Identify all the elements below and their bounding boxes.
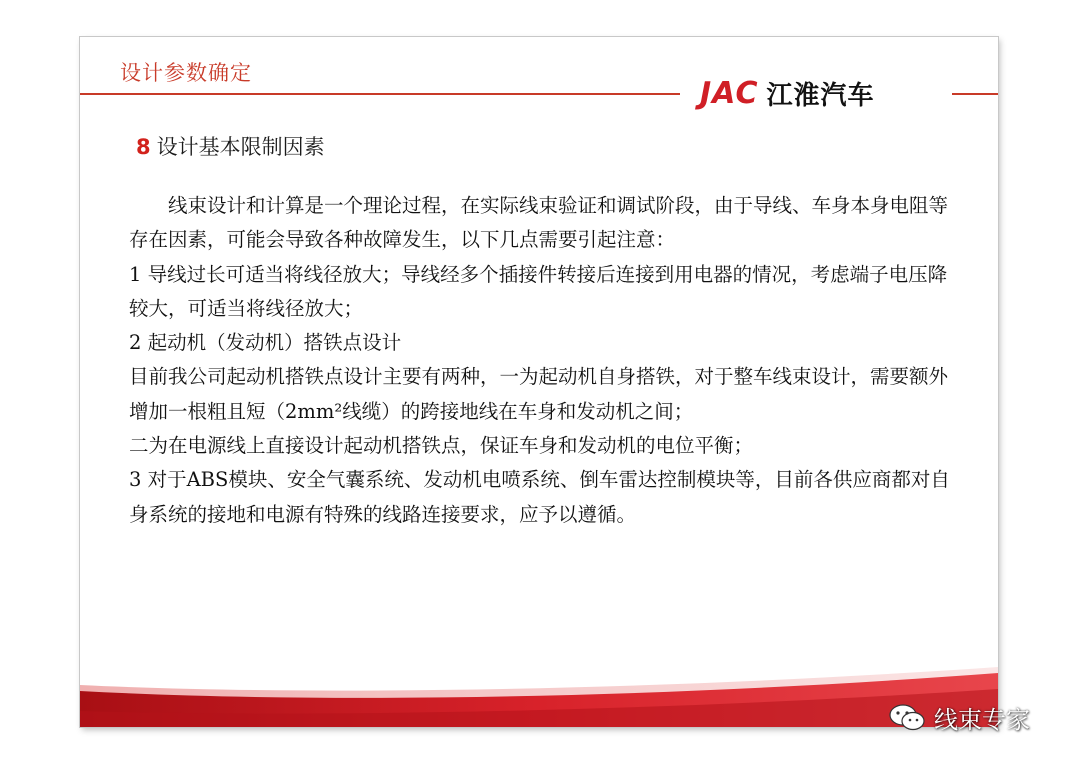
paragraph-item-1: 1 导线过长可适当将线径放大；导线经多个插接件转接后连接到用电器的情况，考虑端子电压降较大，可适当将线径放大； [129, 262, 948, 320]
body-text [129, 189, 959, 532]
section-number: 8 [136, 135, 151, 159]
section-heading [136, 131, 325, 161]
paragraph-item-2-detail: 目前我公司起动机搭铁点设计主要有两种，一为起动机自身搭铁，对于整车线束设计，需要额外增加一根粗且短（2mm²线缆）的跨接地线在车身和发动机之间； [129, 365, 949, 423]
header-divider-left [80, 93, 680, 95]
paragraph-intro: 线束设计和计算是一个理论过程，在实际线束验证和调试阶段，由于导线、车身本身电阻等存在因素，可能会导致各种故障发生，以下几点需要引起注意： [129, 194, 949, 252]
wechat-icon [888, 703, 926, 733]
watermark-text: 线束专家 [934, 706, 1030, 734]
paragraph-item-2-heading: 2 起动机（发动机）搭铁点设计 [129, 331, 402, 355]
logo-mark: JAC [700, 75, 759, 111]
section-title: 设计基本限制因素 [156, 135, 325, 159]
logo-name: 江淮汽车 [766, 80, 875, 111]
watermark [888, 700, 1030, 735]
header-divider-right [952, 93, 998, 95]
slide [80, 37, 998, 727]
paragraph-item-2-second: 二为在电源线上直接设计起动机搭铁点，保证车身和发动机的电位平衡； [129, 434, 754, 458]
slide-header-title: 设计参数确定 [120, 61, 252, 85]
decorative-red-wave [80, 667, 998, 727]
jac-logo [700, 73, 875, 113]
paragraph-item-3: 3 对于ABS模块、安全气囊系统、发动机电喷系统、倒车雷达控制模块等，目前各供应商都对自身系统的接地和电源有特殊的线路连接要求，应予以遵循。 [129, 468, 950, 526]
